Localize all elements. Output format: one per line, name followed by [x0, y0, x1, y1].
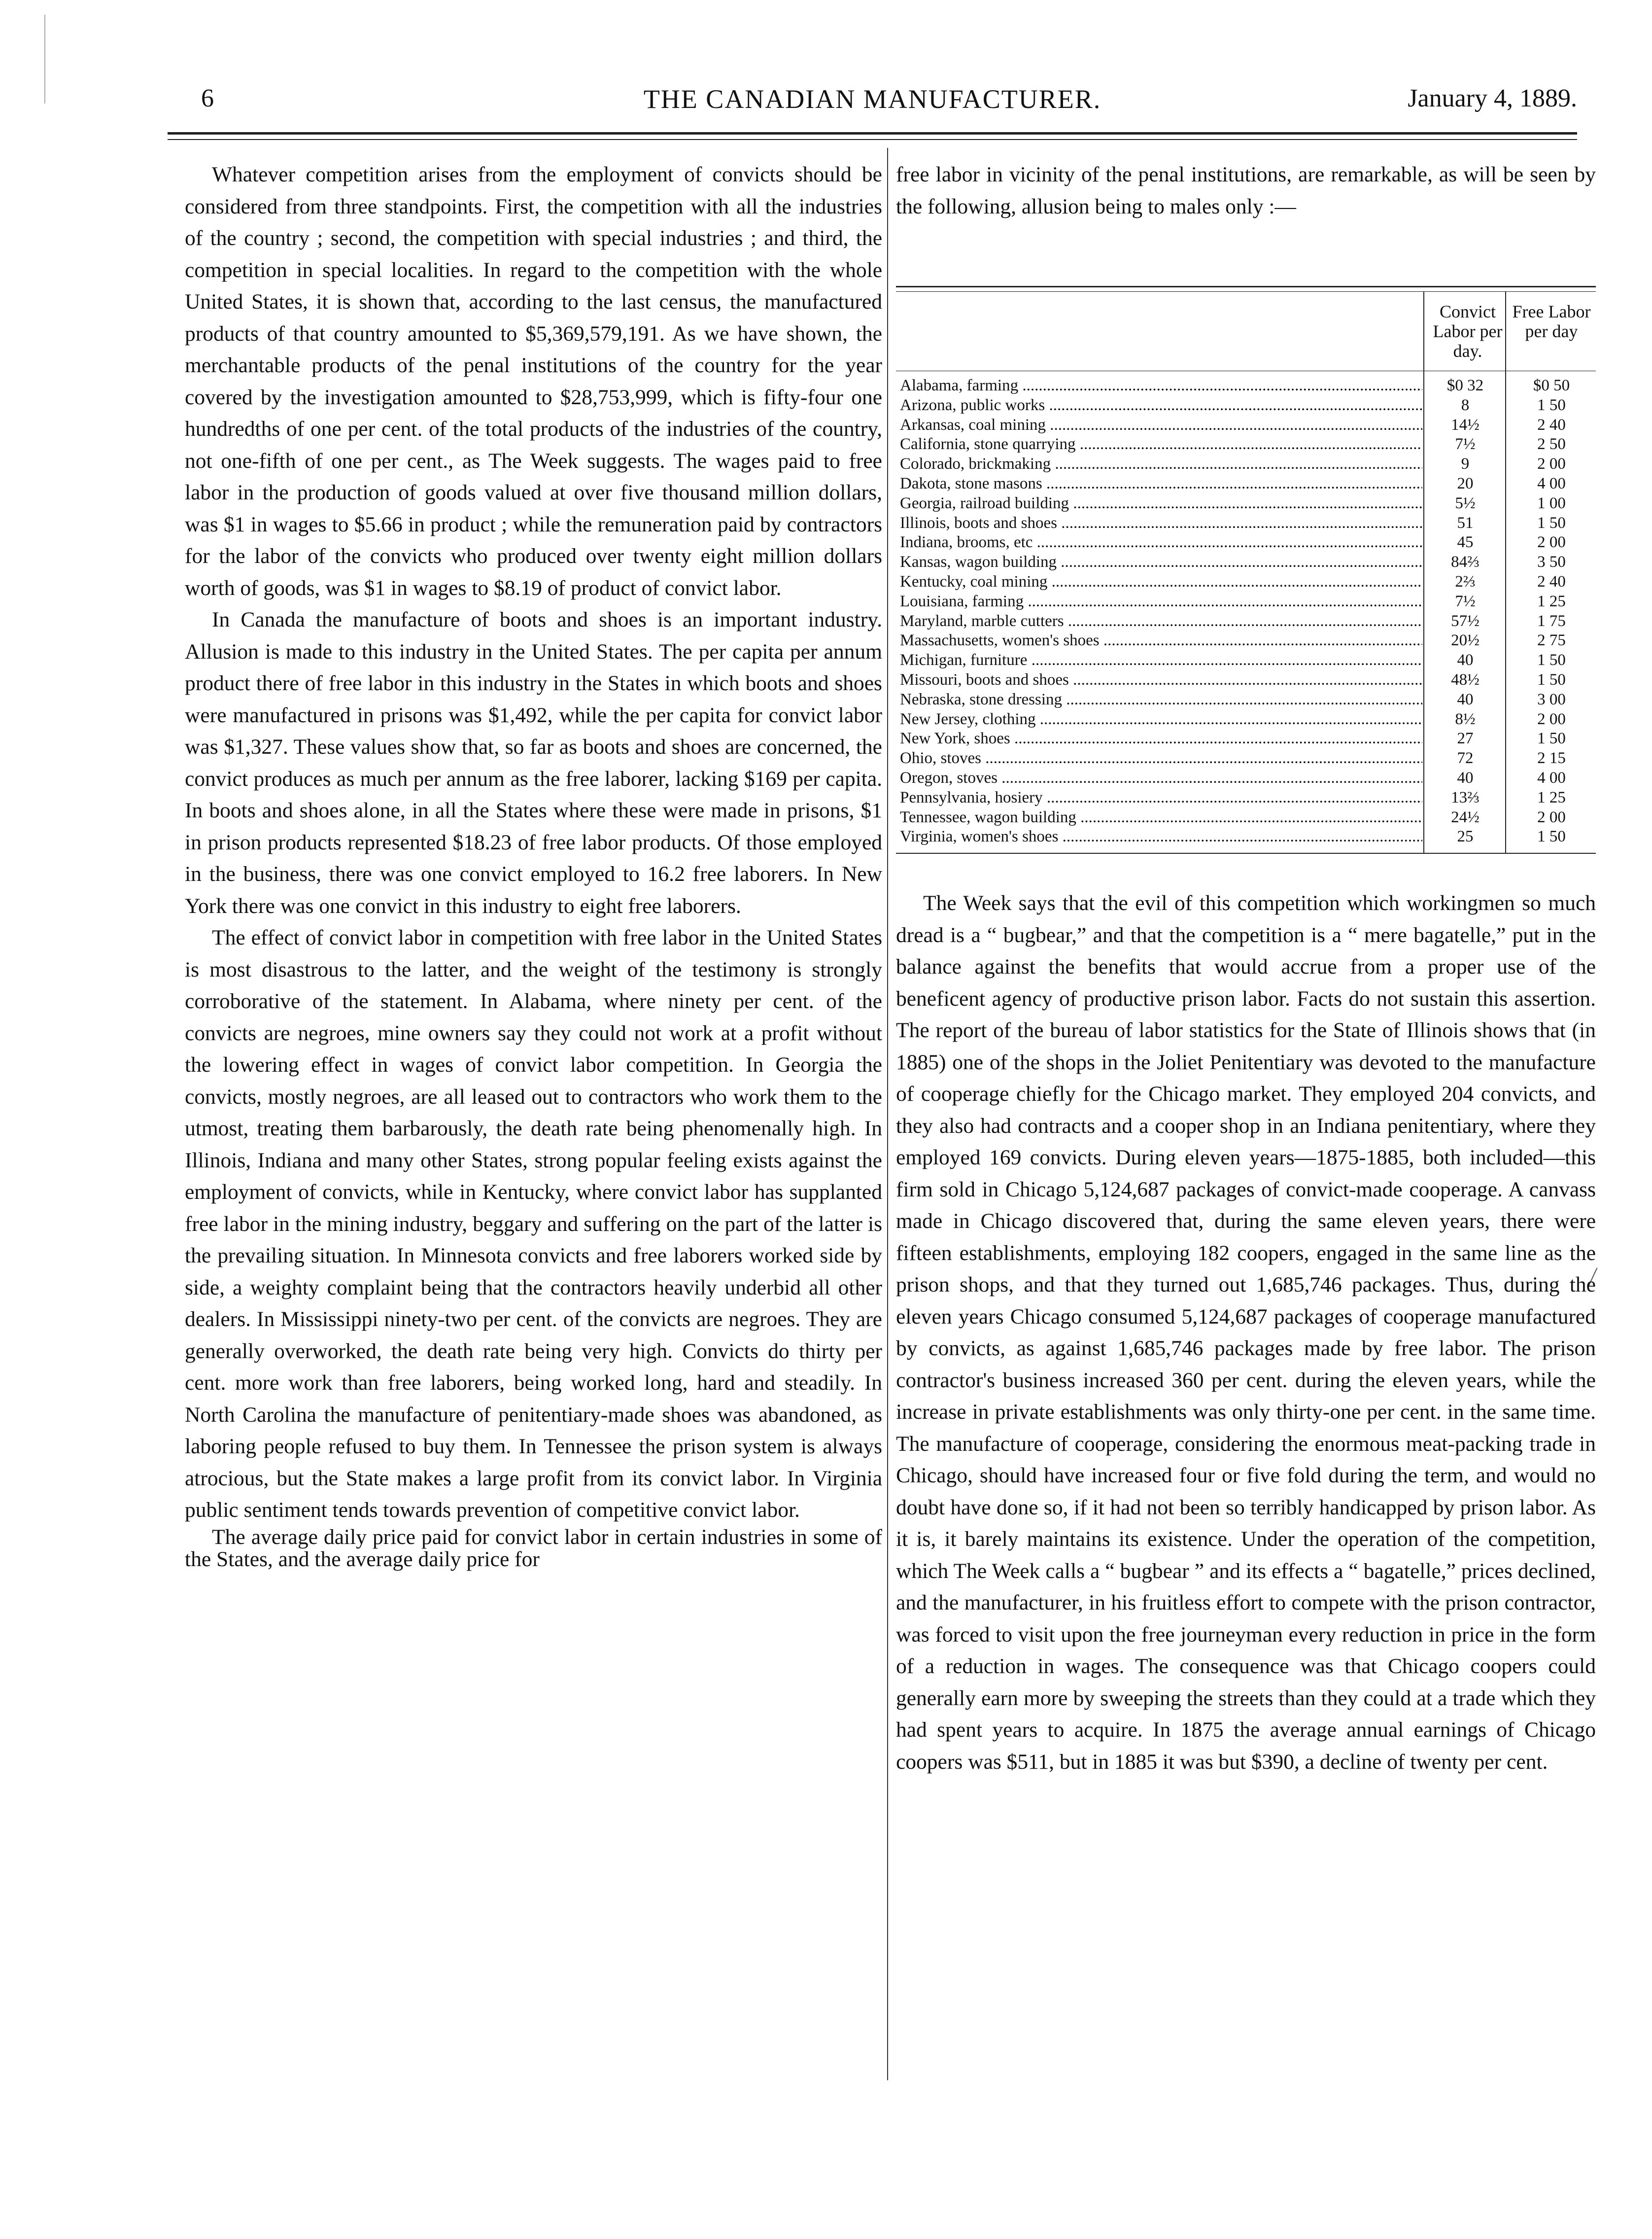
- row-convict-wage: 27: [1428, 729, 1502, 749]
- table-header: [896, 292, 1596, 371]
- table-row: [896, 729, 1596, 749]
- row-state-industry: New York, shoes .....: [900, 729, 1422, 749]
- masthead-title: THE CANADIAN MANUFACTURER.: [643, 84, 1101, 114]
- table-row: [896, 416, 1596, 435]
- table-row: [896, 533, 1596, 553]
- row-convict-wage: 20: [1428, 474, 1502, 494]
- row-state-industry: Michigan, furniture .....: [900, 651, 1422, 670]
- row-free-wage: 3 00: [1537, 690, 1566, 708]
- table-row: [896, 553, 1596, 572]
- row-state-industry: New Jersey, clothing .....: [900, 710, 1422, 730]
- row-state-industry: California, stone quarrying .....: [900, 435, 1422, 455]
- left-column: [185, 159, 882, 1571]
- article-paragraph: The Week says that the evil of this competition which workingmen so much dread is a “ bugbear,” and that the competition is a “ mere bagatelle,” put in the balance against the benefits that would accrue from a proper use of the beneficent agency of productive prison labor. Facts do not sustain this assertion. The report of the bureau of labor statistics for the State of Illinois shows that (in 1885) one of the shops in the Joliet Penitentiary was devoted to the manufacture of cooperage chiefly for the Chicago market. They employed 204 convicts, and they also had contracts and a cooper shop in an Indiana penitentiary, where they employed 169 convicts. During eleven years—1875-1885, both included—this firm sold in Chicago 5,124,687 packages of convict-made cooperage. A canvass made in Chicago discovered that, during the same eleven years, there were fifteen establishments, employing 182 coopers, engaged in the same line as the prison shops, and that they turned out 1,685,746 packages. Thus, during the eleven years Chicago consumed 5,124,687 packages of cooperage manufactured by convicts, as against 1,685,746 packages made by free labor. The prison contractor's business increased 360 per cent. during the eleven years, while the increase in private establishments was only thirty-one per cent. in the same time. The manufacture of cooperage, considering the enormous meat-packing trade in Chicago, should have increased four or five fold during the term, and would no doubt have done so, if it had not been so terribly handicapped by prison labor. As it is, it barely maintains its existence. Under the operation of the competition, which The Week calls a “ bugbear ” and its effects a “ bagatelle,” prices declined, and the manufacturer, in his fruitless effort to compete with the prison contractor, was forced to visit upon the free journeyman every reduction in price in the form of a reduction in wages. The consequence was that Chicago coopers could generally earn more by sweeping the streets than they could at a trade which they had spent years to acquire. In 1875 the average annual earnings of Chicago coopers was $511, but in 1885 it was but $390, a decline of twenty per cent.: [896, 891, 1596, 1774]
- article-paragraph: The average daily price paid for convict labor in certain industries in some of the States, and the average daily price for: [185, 1525, 882, 1571]
- table-row: [896, 514, 1596, 533]
- article-paragraph: Whatever competition arises from the employment of convicts should be considered from three standpoints. First, the competition with all the industries of the country ; second, the competition with special industries ; and third, the competition in special localities. In regard to the competition with the whole United States, it is shown that, according to the last census, the manufactured products of that country amounted to $5,369,579,191. As we have shown, the merchantable products of the penal institutions of the country for the year covered by the investigation amounted to $28,753,999, which is fifty-four one hundredths of one per cent. of the total products of the industries of the country, not one-fifth of one per cent., as The Week suggests. The wages paid to free labor in the production of goods valued at over five thousand million dollars, was $1 in wages to $5.66 in product ; while the remuneration paid by contractors for the labor of the convicts who produced over twenty eight million dollars worth of goods, was $1 in wages to $8.19 of product of convict labor.: [185, 163, 882, 600]
- row-convict-wage: 40: [1428, 769, 1502, 788]
- article-paragraph: In Canada the manufacture of boots and shoes is an important industry. Allusion is made to this industry in the United States. The per capita per annum product there of free labor in this industry in the States in which boots and shoes were manufactured in prisons was $1,492, while the per capita for convict labor was $1,327. These values show that, so far as boots and shoes are concerned, the convict produces as much per annum as the free laborer, lacking $169 per capita. In boots and shoes alone, in all the States where these were made in prisons, $1 in prison products represented $18.23 of free labor products. Of those employed in the business, there was one convict employed to 16.2 free laborers. In New York there was one convict in this industry to eight free laborers.: [185, 608, 882, 918]
- row-state-industry: Kentucky, coal mining .....: [900, 572, 1422, 592]
- row-state-industry: Kansas, wagon building .....: [900, 553, 1422, 572]
- row-state-industry: Oregon, stoves .....: [900, 769, 1422, 788]
- row-free-wage: 1 50: [1537, 730, 1566, 748]
- row-convict-wage: 8: [1428, 396, 1502, 416]
- row-convict-wage: 45: [1428, 533, 1502, 553]
- row-convict-wage: 72: [1428, 749, 1502, 769]
- row-convict-wage: 13⅔: [1428, 788, 1502, 808]
- row-convict-wage: 40: [1428, 651, 1502, 670]
- table-row: [896, 376, 1596, 396]
- row-free-wage: 2 40: [1537, 572, 1566, 591]
- issue-date: January 4, 1889.: [1408, 84, 1577, 112]
- table-row: [896, 808, 1596, 828]
- row-convict-wage: 7½: [1428, 435, 1502, 455]
- col-header-free: Free Labor per day: [1512, 302, 1591, 341]
- row-free-wage: 1 50: [1537, 828, 1566, 846]
- row-free-wage: 2 00: [1537, 455, 1566, 473]
- row-free-wage: 3 50: [1537, 553, 1566, 571]
- row-state-industry: Alabama, farming .....: [900, 376, 1422, 396]
- row-free-wage: 1 75: [1537, 612, 1566, 630]
- row-state-industry: Dakota, stone masons .....: [900, 474, 1422, 494]
- row-convict-wage: $0 32: [1428, 376, 1502, 396]
- table-row: [896, 474, 1596, 494]
- table-rule-top: [896, 286, 1596, 287]
- row-free-wage: 2 00: [1537, 808, 1566, 826]
- page-header: [168, 79, 1577, 123]
- table-divider: [1423, 292, 1424, 371]
- table-body: [896, 371, 1596, 853]
- row-state-industry: Georgia, railroad building .....: [900, 494, 1422, 514]
- row-free-wage: 2 00: [1537, 533, 1566, 552]
- table-row: [896, 494, 1596, 514]
- row-state-industry: Illinois, boots and shoes .....: [900, 514, 1422, 533]
- row-free-wage: 2 40: [1537, 416, 1566, 434]
- row-free-wage: 1 50: [1537, 396, 1566, 414]
- labor-price-table: [896, 286, 1596, 854]
- row-free-wage: 1 00: [1537, 494, 1566, 512]
- row-state-industry: Ohio, stoves .....: [900, 749, 1422, 769]
- row-state-industry: Colorado, brickmaking .....: [900, 455, 1422, 474]
- row-convict-wage: 25: [1428, 827, 1502, 847]
- row-convict-wage: 57½: [1428, 612, 1502, 631]
- table-row: [896, 572, 1596, 592]
- row-free-wage: 4 00: [1537, 769, 1566, 787]
- row-convict-wage: 40: [1428, 690, 1502, 710]
- row-free-wage: 2 15: [1537, 749, 1566, 768]
- table-row: [896, 592, 1596, 612]
- row-convict-wage: 84⅔: [1428, 553, 1502, 572]
- row-convict-wage: 5½: [1428, 494, 1502, 514]
- row-state-industry: Louisiana, farming .....: [900, 592, 1422, 612]
- row-convict-wage: 14½: [1428, 416, 1502, 435]
- table-row: [896, 690, 1596, 710]
- table-row: [896, 769, 1596, 788]
- row-state-industry: Massachusetts, women's shoes .....: [900, 631, 1422, 651]
- column-divider: [887, 148, 888, 2080]
- table-row: [896, 670, 1596, 690]
- table-row: [896, 612, 1596, 631]
- row-state-industry: Nebraska, stone dressing .....: [900, 690, 1422, 710]
- row-state-industry: Indiana, brooms, etc .....: [900, 533, 1422, 553]
- table-row: [896, 651, 1596, 670]
- row-free-wage: 2 75: [1537, 631, 1566, 650]
- row-convict-wage: 48½: [1428, 670, 1502, 690]
- row-free-wage: 1 50: [1537, 651, 1566, 669]
- row-free-wage: 1 50: [1537, 514, 1566, 532]
- table-rule-bottom: [896, 853, 1596, 854]
- margin-mark: [44, 15, 45, 104]
- page-number: 6: [201, 84, 214, 112]
- row-convict-wage: 9: [1428, 455, 1502, 474]
- table-row: [896, 827, 1596, 847]
- table-row: [896, 710, 1596, 730]
- row-state-industry: Virginia, women's shoes .....: [900, 827, 1422, 847]
- row-state-industry: Arkansas, coal mining .....: [900, 416, 1422, 435]
- row-free-wage: 1 50: [1537, 670, 1566, 689]
- table-row: [896, 396, 1596, 416]
- row-free-wage: 1 25: [1537, 592, 1566, 610]
- row-state-industry: Arizona, public works .....: [900, 396, 1422, 416]
- header-rule-thick: [168, 132, 1577, 135]
- header-rule-thin: [168, 139, 1577, 140]
- row-free-wage: 2 00: [1537, 710, 1566, 728]
- row-convict-wage: 7½: [1428, 592, 1502, 612]
- row-convict-wage: 8½: [1428, 710, 1502, 730]
- table-row: [896, 788, 1596, 808]
- row-convict-wage: 2⅔: [1428, 572, 1502, 592]
- table-row: [896, 631, 1596, 651]
- right-column-intro: [896, 159, 1596, 222]
- row-state-industry: Tennessee, wagon building .....: [900, 808, 1422, 828]
- row-free-wage: 4 00: [1537, 474, 1566, 492]
- row-convict-wage: 51: [1428, 514, 1502, 533]
- article-paragraph: free labor in vicinity of the penal institutions, are remarkable, as will be seen by the following, allusion being to males only :—: [896, 163, 1596, 218]
- table-row: [896, 749, 1596, 769]
- table-row: [896, 455, 1596, 474]
- table-row: [896, 435, 1596, 455]
- row-free-wage: $0 50: [1533, 377, 1570, 394]
- row-state-industry: Pennsylvania, hosiery .....: [900, 788, 1422, 808]
- row-free-wage: 1 25: [1537, 788, 1566, 806]
- col-header-convict: Convict Labor per day.: [1433, 302, 1503, 361]
- article-paragraph: The effect of convict labor in competition with free labor in the United States is most disastrous to the latter, and the weight of the testimony is strongly corroborative of the statement. In Alabama, where ninety per cent. of the convicts are negroes, mine owners say they could not work at a profit without the lowering effect in wages of convict labor competition. In Georgia the convicts, mostly negroes, are all leased out to contractors who work them to the utmost, treating them barbarously, the death rate being phenomenally high. In Illinois, Indiana and many other States, strong popular feeling exists against the employment of convicts, while in Kentucky, where convict labor has supplanted free labor in the mining industry, beggary and suffering on the part of the latter is the prevailing situation. In Minnesota convicts and free laborers worked side by side, a weighty complaint being that the contractors heavily underbid all other dealers. In Mississippi ninety-two per cent. of the convicts are negroes. They are generally overworked, the death rate being very high. Convicts do thirty per cent. more work than free laborers, being worked long, hard and steadily. In North Carolina the manufacture of penitentiary-made shoes was abandoned, as laboring people refused to buy them. In Tennessee the prison system is always atrocious, but the State makes a large profit from its convict labor. In Virginia public sentiment tends towards prevention of competitive convict labor.: [185, 926, 882, 1522]
- row-convict-wage: 24½: [1428, 808, 1502, 828]
- row-free-wage: 2 50: [1537, 435, 1566, 454]
- row-state-industry: Missouri, boots and shoes .....: [900, 670, 1422, 690]
- row-convict-wage: 20½: [1428, 631, 1502, 651]
- right-column-body: [896, 887, 1596, 1778]
- row-state-industry: Maryland, marble cutters .....: [900, 612, 1422, 631]
